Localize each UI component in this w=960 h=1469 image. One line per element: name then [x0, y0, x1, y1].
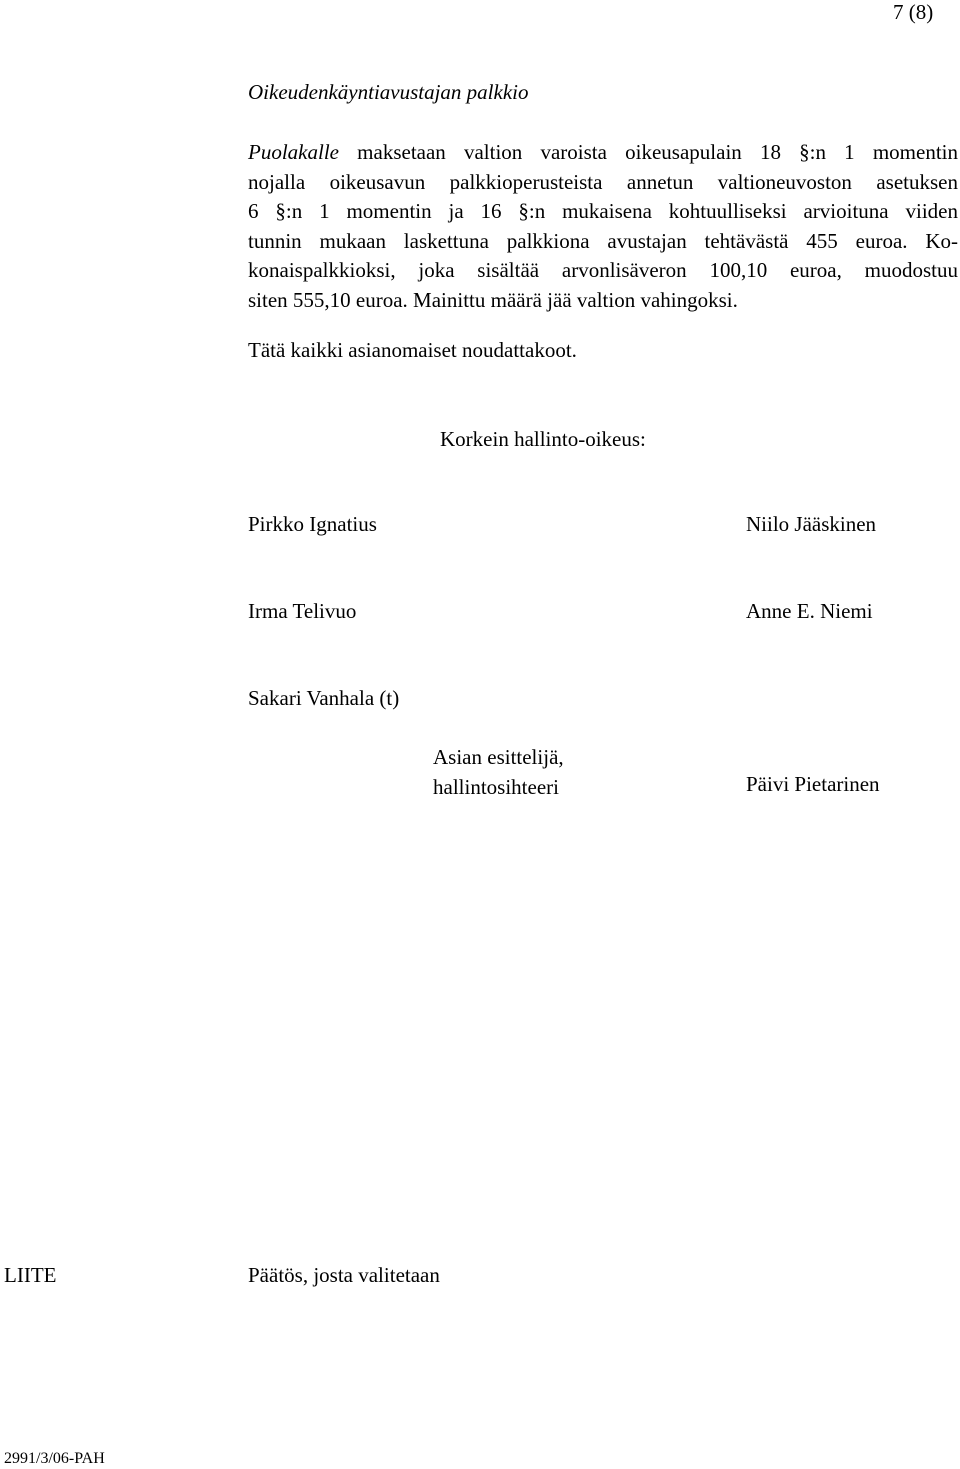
closing-statement: Tätä kaikki asianomaiset noudattakoot.	[248, 338, 577, 362]
paragraph-line: siten 555,10 euroa. Mainittu määrä jää valtion vahingoksi.	[248, 287, 738, 312]
paragraph-line: 6 §:n 1 momentin ja 16 §:n mukaisena kohtuulliseksi arvioituna viiden	[248, 199, 958, 223]
paragraph-line-text: maksetaan valtion varoista oikeusapulain 18 §:n 1 momentin	[338, 140, 958, 164]
signatory-name: Anne E. Niemi	[746, 599, 873, 623]
court-name: Korkein hallinto-oikeus:	[440, 427, 646, 451]
paragraph-line: nojalla oikeusavun palkkioperusteista annetun valtioneuvoston asetuksen	[248, 169, 958, 194]
presenter-title-line: hallintosihteeri	[433, 774, 559, 799]
paragraph-line: konaispalkkioksi, joka sisältää arvonlisäveron 100,10 euroa, muodostuu	[248, 258, 958, 282]
party-name: Puolakalle	[248, 140, 339, 164]
page-number: 7 (8)	[893, 0, 934, 24]
signatory-name: Sakari Vanhala (t)	[248, 686, 400, 710]
signatory-name: Niilo Jääskinen	[746, 512, 877, 536]
appendix-text: Päätös, josta valitetaan	[248, 1263, 440, 1287]
paragraph-line	[248, 138, 958, 168]
signatory-name: Irma Telivuo	[248, 599, 357, 623]
appendix-label: LIITE	[4, 1263, 57, 1287]
presenter-name: Päivi Pietarinen	[746, 772, 880, 796]
section-heading: Oikeudenkäyntiavustajan palkkio	[248, 80, 529, 104]
decision-paragraph	[248, 138, 958, 315]
footer-document-code: 2991/3/06-PAH	[4, 1450, 105, 1467]
paragraph-line: tunnin mukaan laskettuna palkkiona avustajan tehtävästä 455 euroa. Ko-	[248, 228, 958, 253]
presenter-title-line: Asian esittelijä,	[433, 745, 564, 769]
signatory-name: Pirkko Ignatius	[248, 512, 377, 536]
presenter-title	[433, 743, 633, 802]
